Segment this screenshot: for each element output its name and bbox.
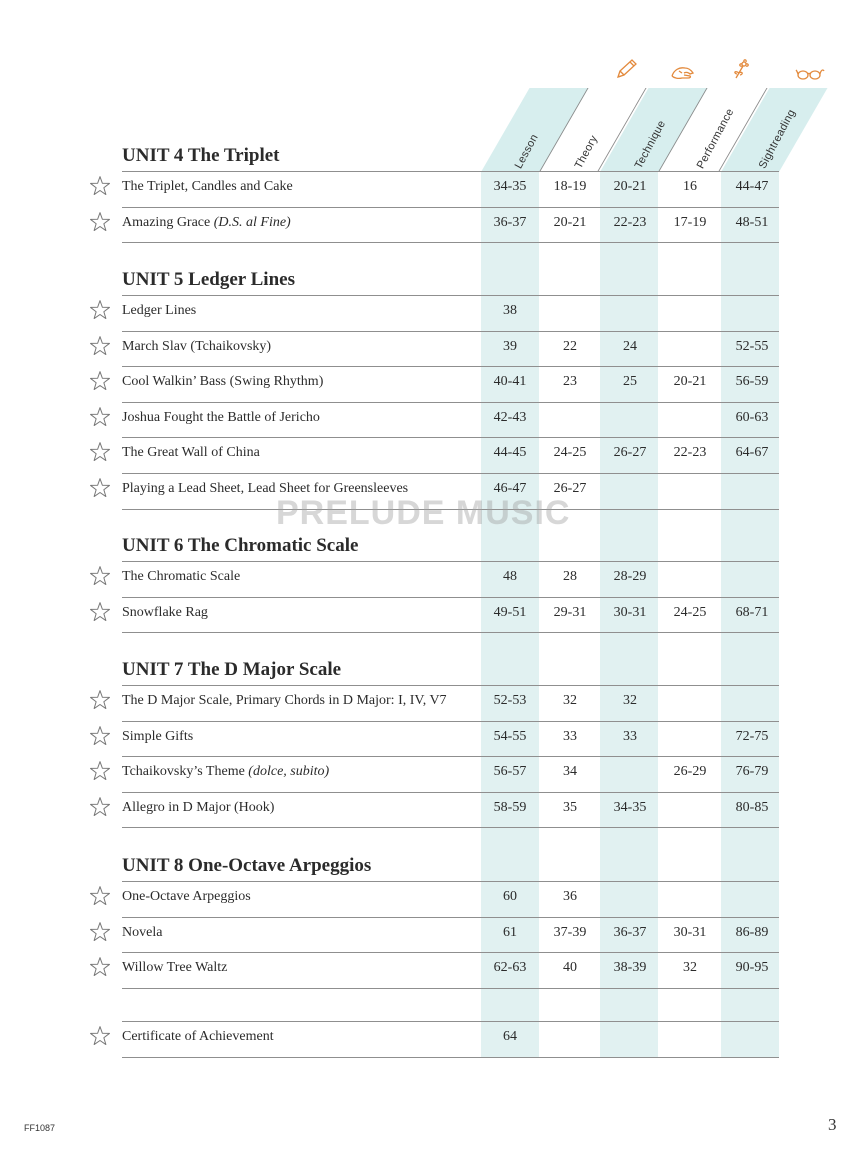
row-title bbox=[122, 925, 162, 941]
technique-pages: 24 bbox=[623, 338, 637, 354]
unit-title: UNIT 7 The D Major Scale bbox=[122, 659, 342, 680]
lesson-pages: 44-45 bbox=[493, 445, 527, 461]
lesson-pages: 34-35 bbox=[493, 179, 527, 194]
lesson-pages: 64 bbox=[503, 1029, 517, 1044]
row-title-text: March Slav (Tchaikovsky) bbox=[122, 338, 272, 354]
row-title bbox=[122, 339, 271, 355]
checkbox-star-icon[interactable] bbox=[89, 601, 111, 623]
sightreading-pages: 56-59 bbox=[735, 374, 769, 390]
checkbox-star-icon[interactable] bbox=[89, 299, 111, 321]
row-title bbox=[122, 729, 193, 745]
flower-icon bbox=[729, 58, 755, 80]
row-title bbox=[122, 215, 291, 231]
unit-divider bbox=[122, 561, 779, 562]
lesson-pages: 56-57 bbox=[493, 764, 527, 780]
checkbox-star-icon[interactable] bbox=[89, 1025, 111, 1047]
hand-icon bbox=[670, 62, 696, 84]
row-divider bbox=[122, 207, 779, 208]
performance-pages: 20-21 bbox=[673, 374, 707, 390]
checkbox-star-icon[interactable] bbox=[89, 441, 111, 463]
lesson-pages: 38 bbox=[503, 303, 517, 318]
technique-pages: 22-23 bbox=[613, 214, 647, 230]
row-divider bbox=[122, 756, 779, 757]
row-divider bbox=[122, 366, 779, 367]
sightreading-pages: 90-95 bbox=[735, 960, 769, 976]
technique-pages: 25 bbox=[623, 374, 637, 390]
row-divider bbox=[122, 988, 779, 989]
sightreading-pages: 72-75 bbox=[735, 728, 769, 744]
row-divider bbox=[122, 632, 779, 633]
sightreading-pages: 86-89 bbox=[735, 924, 769, 940]
watermark: PRELUDE MUSIC bbox=[276, 494, 571, 532]
lesson-pages: 39 bbox=[503, 338, 517, 354]
unit-title: UNIT 8 One-Octave Arpeggios bbox=[122, 855, 372, 876]
row-title bbox=[122, 410, 320, 426]
theory-pages: 26-27 bbox=[553, 481, 587, 496]
sightreading-pages: 80-85 bbox=[735, 799, 769, 815]
checkbox-star-icon[interactable] bbox=[89, 689, 111, 711]
theory-pages: 32 bbox=[563, 693, 577, 708]
row-divider bbox=[122, 437, 779, 438]
lesson-pages: 46-47 bbox=[493, 481, 527, 496]
row-divider bbox=[122, 721, 779, 722]
row-title-text: Simple Gifts bbox=[122, 728, 194, 744]
row-title bbox=[122, 179, 293, 195]
row-divider bbox=[122, 917, 779, 918]
technique-header: Technique bbox=[632, 118, 669, 171]
performance-pages: 22-23 bbox=[673, 445, 707, 461]
theory-pages: 20-21 bbox=[553, 214, 587, 230]
row-divider bbox=[122, 473, 779, 474]
sightreading-pages: 60-63 bbox=[735, 409, 769, 425]
performance-pages: 17-19 bbox=[673, 214, 707, 230]
unit-divider bbox=[122, 685, 779, 686]
technique-pages: 32 bbox=[623, 693, 637, 708]
row-title bbox=[122, 374, 323, 390]
sightreading-header: Sightreading bbox=[756, 107, 798, 171]
row-divider bbox=[122, 1057, 779, 1058]
theory-pages: 18-19 bbox=[553, 179, 587, 194]
unit-divider bbox=[122, 295, 779, 296]
row-title bbox=[122, 605, 208, 621]
theory-pages: 40 bbox=[563, 960, 577, 976]
technique-pages: 30-31 bbox=[613, 604, 647, 620]
row-title bbox=[122, 800, 274, 816]
row-title-italic: (dolce, subito) bbox=[248, 764, 330, 780]
lesson-pages: 36-37 bbox=[493, 214, 527, 230]
sightreading-pages: 68-71 bbox=[735, 604, 769, 620]
row-title-text: Tchaikovsky’s Theme bbox=[122, 764, 249, 780]
lesson-pages: 48 bbox=[503, 569, 517, 584]
theory-pages: 28 bbox=[563, 569, 577, 584]
unit-title: UNIT 4 The Triplet bbox=[122, 145, 280, 166]
lesson-pages: 58-59 bbox=[493, 799, 527, 815]
row-title bbox=[122, 693, 447, 709]
performance-pages: 24-25 bbox=[673, 604, 707, 620]
theory-pages: 35 bbox=[563, 799, 577, 815]
row-title-text: Willow Tree Waltz bbox=[122, 960, 228, 976]
checkbox-star-icon[interactable] bbox=[89, 406, 111, 428]
checkbox-star-icon[interactable] bbox=[89, 760, 111, 782]
checkbox-star-icon[interactable] bbox=[89, 477, 111, 499]
technique-pages: 38-39 bbox=[613, 960, 647, 976]
sightreading-pages: 64-67 bbox=[735, 445, 769, 461]
row-title-text: Amazing Grace bbox=[122, 214, 214, 230]
lesson-pages: 61 bbox=[503, 924, 517, 940]
row-title-text: Cool Walkin’ Bass (Swing Rhythm) bbox=[122, 374, 324, 390]
performance-pages: 26-29 bbox=[673, 764, 707, 780]
performance-pages: 30-31 bbox=[673, 924, 707, 940]
technique-pages: 34-35 bbox=[613, 799, 647, 815]
unit-divider bbox=[122, 881, 779, 882]
row-title bbox=[122, 764, 329, 780]
row-divider bbox=[122, 792, 779, 793]
row-title-text: Novela bbox=[122, 924, 163, 940]
unit-title: UNIT 6 The Chromatic Scale bbox=[122, 535, 359, 556]
lesson-pages: 52-53 bbox=[493, 693, 527, 708]
checkbox-star-icon[interactable] bbox=[89, 885, 111, 907]
unit-title: UNIT 5 Ledger Lines bbox=[122, 269, 295, 290]
row-title-text: Allegro in D Major (Hook) bbox=[122, 799, 275, 815]
theory-pages: 22 bbox=[563, 338, 577, 354]
checkbox-star-icon[interactable] bbox=[89, 175, 111, 197]
checkbox-star-icon[interactable] bbox=[89, 921, 111, 943]
checkbox-star-icon[interactable] bbox=[89, 796, 111, 818]
theory-pages: 24-25 bbox=[553, 445, 587, 461]
sightreading-pages: 44-47 bbox=[735, 179, 769, 194]
performance-pages: 32 bbox=[683, 960, 697, 976]
unit-divider bbox=[122, 171, 779, 172]
checkbox-star-icon[interactable] bbox=[89, 956, 111, 978]
theory-pages: 29-31 bbox=[553, 604, 587, 620]
row-divider bbox=[122, 402, 779, 403]
row-title-text: One-Octave Arpeggios bbox=[122, 889, 251, 904]
technique-pages: 20-21 bbox=[613, 179, 647, 194]
theory-pages: 36 bbox=[563, 889, 577, 904]
sightreading-pages: 52-55 bbox=[735, 338, 769, 354]
sightreading-pages: 76-79 bbox=[735, 764, 769, 780]
checkbox-star-icon[interactable] bbox=[89, 565, 111, 587]
row-divider bbox=[122, 597, 779, 598]
row-divider bbox=[122, 242, 779, 243]
row-title bbox=[122, 960, 227, 976]
row-title-text: Playing a Lead Sheet, Lead Sheet for Greensleeves bbox=[122, 481, 409, 496]
theory-pages: 23 bbox=[563, 374, 577, 390]
checkbox-star-icon[interactable] bbox=[89, 370, 111, 392]
row-title-text: Certificate of Achievement bbox=[122, 1029, 274, 1044]
theory-header: Theory bbox=[572, 133, 601, 171]
lesson-pages: 54-55 bbox=[493, 728, 527, 744]
unit-divider bbox=[122, 1021, 779, 1022]
theory-pages: 37-39 bbox=[553, 924, 587, 940]
page-number: 3 bbox=[828, 1115, 837, 1134]
lesson-pages: 62-63 bbox=[493, 960, 527, 976]
technique-pages: 28-29 bbox=[613, 569, 647, 584]
lesson-pages: 60 bbox=[503, 889, 517, 904]
row-title-text: Snowflake Rag bbox=[122, 604, 208, 620]
row-title-text: Joshua Fought the Battle of Jericho bbox=[122, 409, 320, 425]
row-title bbox=[122, 445, 260, 461]
row-divider bbox=[122, 827, 779, 828]
technique-pages: 36-37 bbox=[613, 924, 647, 940]
checkbox-star-icon[interactable] bbox=[89, 725, 111, 747]
row-title bbox=[122, 1029, 274, 1045]
theory-pages: 33 bbox=[563, 728, 577, 744]
row-title bbox=[122, 889, 251, 905]
pencil-icon bbox=[613, 58, 639, 80]
checkbox-star-icon[interactable] bbox=[89, 211, 111, 233]
row-title-text: The D Major Scale, Primary Chords in D Major: I, IV, V7 bbox=[122, 693, 447, 708]
theory-pages: 34 bbox=[563, 764, 577, 780]
catalog-code: FF1087 bbox=[24, 1123, 56, 1133]
row-title-text: Ledger Lines bbox=[122, 303, 197, 318]
checkbox-star-icon[interactable] bbox=[89, 335, 111, 357]
technique-pages: 33 bbox=[623, 728, 637, 744]
performance-pages: 16 bbox=[683, 179, 697, 194]
lesson-pages: 42-43 bbox=[493, 409, 527, 425]
row-title bbox=[122, 569, 240, 585]
row-title-text: The Triplet, Candles and Cake bbox=[122, 179, 293, 194]
technique-pages: 26-27 bbox=[613, 445, 647, 461]
row-title bbox=[122, 303, 196, 319]
lesson-pages: 40-41 bbox=[493, 374, 527, 390]
performance-header: Performance bbox=[694, 106, 737, 171]
row-divider bbox=[122, 952, 779, 953]
lesson-pages: 49-51 bbox=[493, 604, 527, 620]
row-title-text: The Chromatic Scale bbox=[122, 569, 241, 584]
row-title-italic: (D.S. al Fine) bbox=[213, 214, 291, 230]
lesson-header: Lesson bbox=[512, 132, 541, 171]
row-title-text: The Great Wall of China bbox=[122, 445, 260, 461]
row-divider bbox=[122, 331, 779, 332]
glasses-icon bbox=[793, 62, 827, 84]
sightreading-pages: 48-51 bbox=[735, 214, 769, 230]
